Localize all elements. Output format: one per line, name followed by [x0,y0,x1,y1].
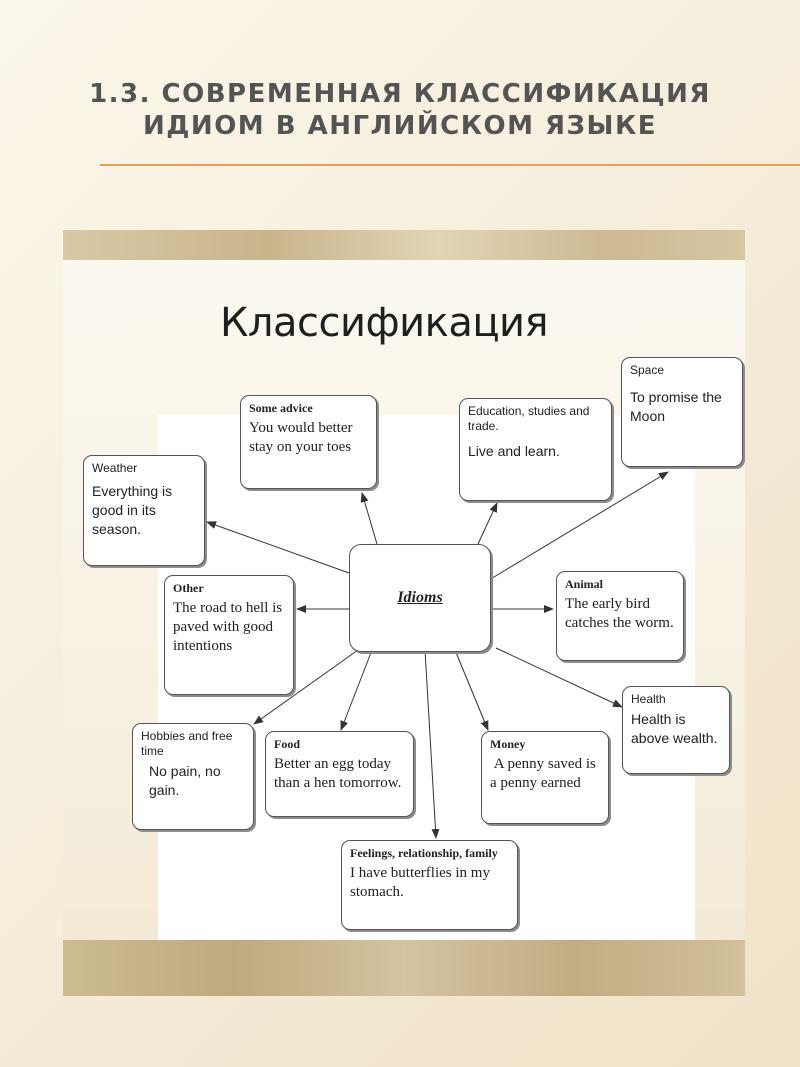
node-category: Other [173,581,204,595]
arrow-some-advice [362,493,377,544]
arrow-education [478,503,497,544]
node-weather [83,455,205,566]
node-category: Education, studies and trade. [468,404,590,433]
node-space [621,357,743,467]
node-category: Feelings, relationship, family [350,846,498,860]
node-category: Weather [92,461,138,475]
node-example: Everything is good in its season. [92,483,173,537]
node-category: Animal [565,577,604,591]
node-money [481,731,609,824]
arrow-weather [207,522,349,573]
node-example: To promise the Moon [630,389,722,424]
node-food [265,731,414,817]
node-category: Money [490,737,526,751]
arrow-food [341,650,372,730]
arrow-money [455,650,488,730]
slide-title-line-1: 1.3. СОВРЕМЕННАЯ КЛАССИФИКАЦИЯ [89,79,711,109]
node-example: Better an egg today than a hen tomorrow. [274,756,402,791]
node-some-advice [240,395,377,489]
node-other [164,575,294,695]
node-category: Space [630,363,665,377]
node-example: You would better stay on your toes [249,420,353,455]
node-education [459,398,612,501]
node-example: Health is above wealth. [631,711,718,746]
node-feelings [341,840,518,930]
node-hobbies [132,723,254,830]
node-category: Hobbies and free time [141,729,233,758]
arrow-feelings [425,650,436,838]
node-example: A penny saved is a penny earned [490,756,600,791]
node-category: Health [631,692,666,706]
center-node-label: Idioms [397,589,443,606]
node-example: No pain, no gain. [149,763,221,798]
slide-title-line-2: ИДИОМ В АНГЛИЙСКОМ ЯЗЫКЕ [143,111,657,141]
diagram-heading: Классификация [220,300,549,346]
node-category: Food [274,737,301,751]
center-node-idioms [349,544,491,652]
node-example: The road to hell is paved with good intentions [173,600,283,654]
node-example: I have butterflies in my stomach. [350,865,490,900]
node-animal [556,571,684,661]
node-example: Live and learn. [468,443,560,459]
node-example: The early bird catches the worm. [565,596,674,631]
node-health [622,686,730,774]
node-category: Some advice [249,401,313,415]
